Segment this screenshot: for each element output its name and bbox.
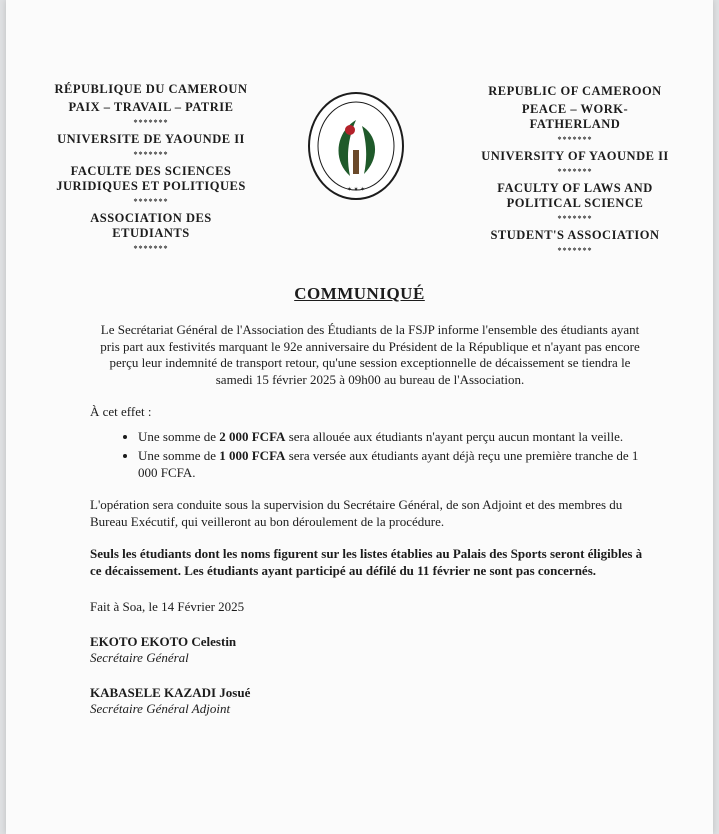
association-fr-line1: ASSOCIATION DES — [90, 211, 212, 225]
separator: ******* — [133, 197, 169, 206]
separator: ******* — [557, 135, 593, 144]
country-fr: RÉPUBLIQUE DU CAMEROUN — [54, 82, 248, 96]
document-page — [6, 0, 713, 834]
list-item — [138, 429, 650, 446]
association-fr-line2: ETUDIANTS — [112, 226, 190, 240]
country-en: REPUBLIC OF CAMEROON — [488, 84, 662, 98]
university-seal-icon — [306, 90, 406, 202]
motto-fr: PAIX – TRAVAIL – PATRIE — [68, 100, 234, 114]
amount-value: 2 000 FCFA — [219, 428, 286, 444]
separator: ******* — [557, 167, 593, 176]
motto-en-line2: FATHERLAND — [529, 117, 621, 131]
faculty-fr-line1: FACULTE DES SCIENCES — [70, 164, 232, 178]
list-item-text: sera allouée aux étudiants n'ayant perçu aucun montant la veille. — [285, 428, 624, 444]
signatory-block — [90, 685, 650, 718]
list-item-text: sera versée aux étudiants ayant déjà reçu une première tranche de 1 000 FCFA. — [138, 448, 639, 480]
separator: ******* — [557, 214, 593, 223]
faculty-en-line1: FACULTY OF LAWS AND — [497, 181, 653, 195]
place-date: Fait à Soa, le 14 Février 2025 — [90, 599, 245, 614]
letterhead-french — [20, 82, 282, 258]
list-item — [138, 448, 650, 481]
list-item-text: Une somme de — [138, 428, 220, 444]
faculty-fr-line2: JURIDIQUES ET POLITIQUES — [56, 179, 246, 193]
signatory-name: EKOTO EKOTO Celestin — [90, 633, 237, 649]
university-en: UNIVERSITY OF YAOUNDE II — [481, 149, 669, 163]
signatory-role: Secrétaire Général — [90, 650, 189, 665]
university-fr: UNIVERSITE DE YAOUNDE II — [57, 132, 245, 146]
eligibility-paragraph: Seuls les étudiants dont les noms figurent sur les listes établies au Palais des Sports seront éligibles à ce décaissement. Les étudiants ayant participé au défilé du 11 février ne sont pas concernés. — [90, 546, 643, 578]
signatory-role: Secrétaire Général Adjoint — [90, 701, 231, 716]
amount-list — [90, 429, 650, 482]
communique-body — [90, 322, 650, 718]
separator: ******* — [133, 118, 169, 127]
supervision-paragraph: L'opération sera conduite sous la supervision du Secrétaire Général, de son Adjoint et des membres du Bureau Exécutif, qui veilleront au bon déroulement de la procédure. — [90, 497, 623, 529]
separator: ******* — [557, 246, 593, 255]
association-en: STUDENT'S ASSOCIATION — [490, 228, 660, 242]
amount-value: 1 000 FCFA — [219, 448, 286, 463]
letterhead — [6, 0, 713, 255]
separator: ******* — [133, 150, 169, 159]
motto-en-line1: PEACE – WORK- — [521, 102, 629, 116]
list-item-text: Une somme de — [138, 448, 220, 463]
page-title: COMMUNIQUÉ — [294, 284, 425, 303]
effect-label: À cet effet : — [90, 404, 152, 419]
svg-text:✶ ✶ ✶: ✶ ✶ ✶ — [346, 187, 366, 193]
signatory-block — [90, 634, 650, 667]
separator: ******* — [133, 244, 169, 253]
letterhead-english — [444, 84, 706, 260]
faculty-en-line2: POLITICAL SCIENCE — [506, 196, 644, 210]
intro-paragraph: Le Secrétariat Général de l'Association des Étudiants de la FSJP informe l'ensemble des étudiants ayant pris part aux festivités marquant le 92e anniversaire du Président de la République et n'ayant pas encore perçu leur indemnité de transport retour, qu'une session exceptionnelle de décaissement se tiendra le samedi 15 février 2025 à 09h00 au bureau de l'Association. — [100, 322, 640, 387]
signatory-name: KABASELE KAZADI Josué — [90, 684, 251, 700]
